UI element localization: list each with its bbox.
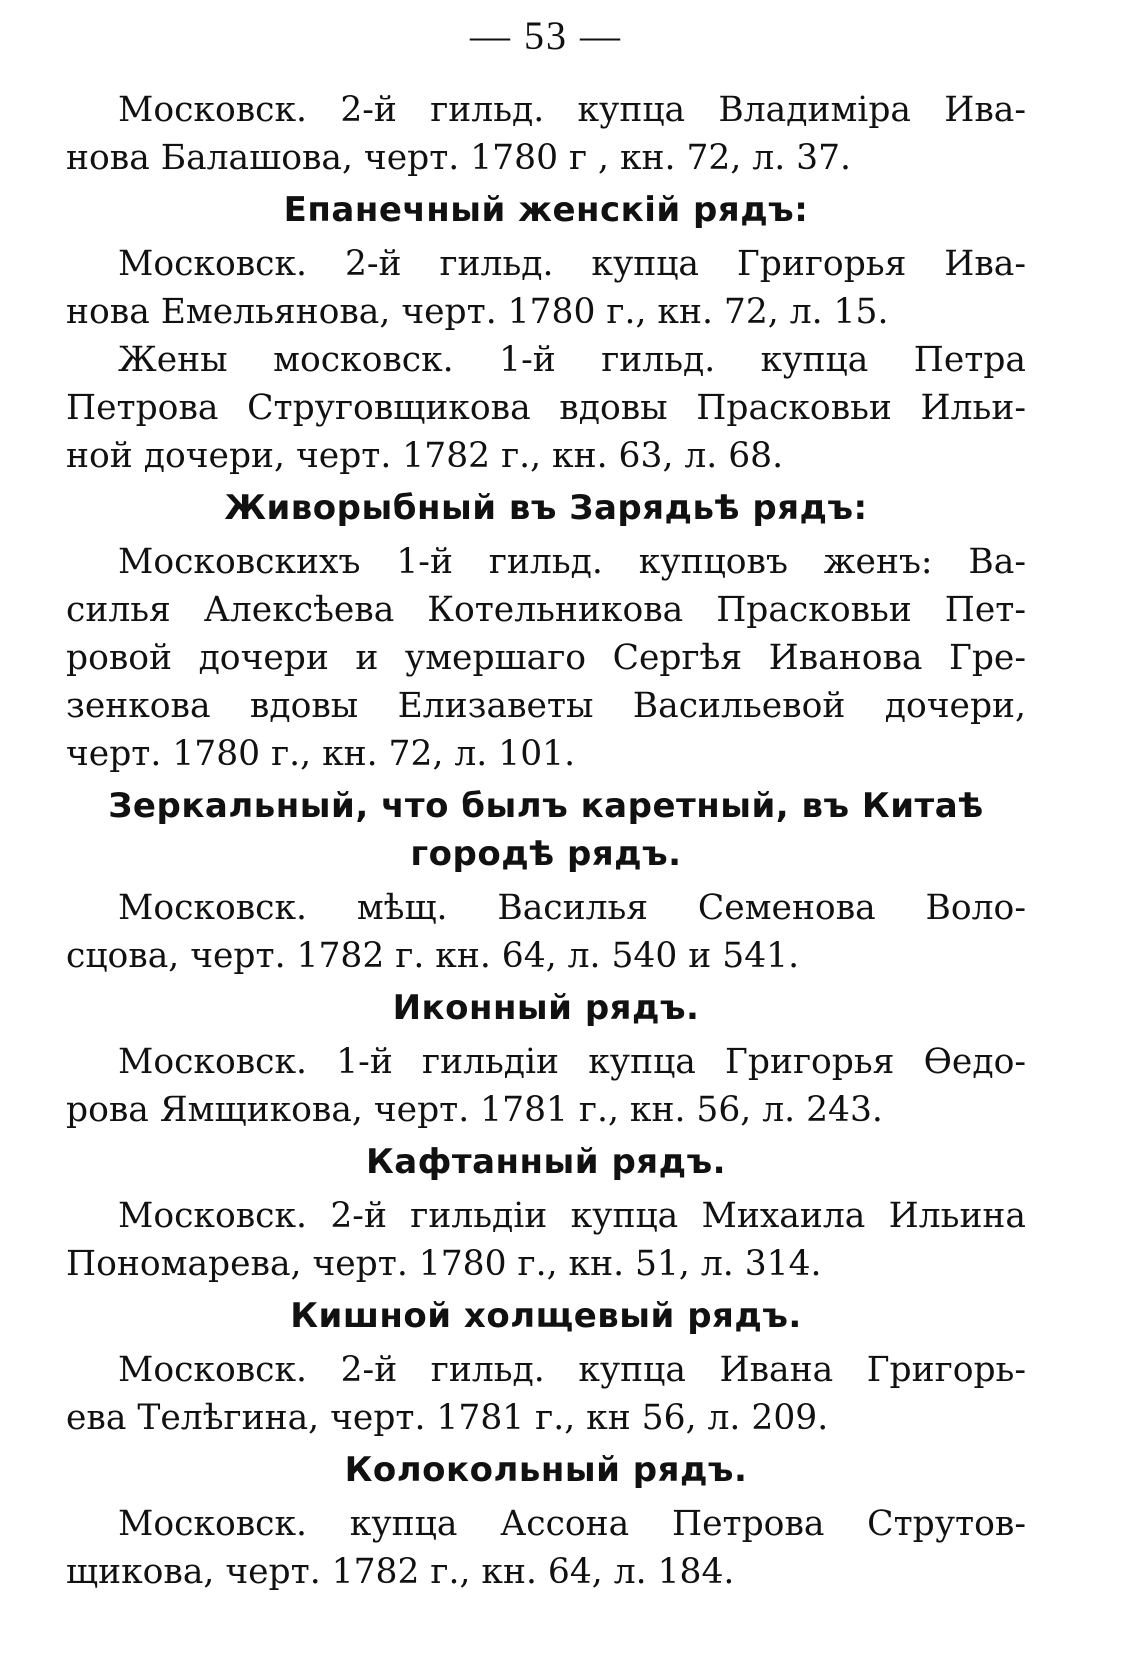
- section-heading: [66, 782, 1026, 878]
- section-heading: [66, 1446, 1026, 1494]
- record-entry: [66, 538, 1026, 778]
- heading-line: Епанечный женскій рядъ:: [283, 190, 809, 230]
- text-line: Пономарева, черт. 1780 г., кн. 51, л. 314.: [66, 1244, 822, 1284]
- record-entry: [66, 1192, 1026, 1288]
- text-line: рова Ямщикова, черт. 1781 г., кн. 56, л. 243.: [66, 1090, 883, 1130]
- section: [66, 1292, 1026, 1442]
- text-line: Московскихъ 1-й гильд. купцовъ женъ: Ва-: [118, 542, 1026, 582]
- heading-line: Иконный рядъ.: [392, 988, 700, 1028]
- section: [66, 484, 1026, 778]
- section: [66, 984, 1026, 1134]
- heading-line: Кишной холщевый рядъ.: [290, 1296, 802, 1336]
- heading-line: Живорыбный въ Зарядьѣ рядъ:: [224, 488, 868, 528]
- text-line: ровой дочери и умершаго Сергѣя Иванова Гре-: [66, 638, 1026, 678]
- section-heading: [66, 1138, 1026, 1186]
- section: [66, 1138, 1026, 1288]
- text-line: Московск. 2-й гильд. купца Ивана Григорь-: [118, 1350, 1026, 1390]
- record-entry: [66, 336, 1026, 480]
- text-line: Московск. 2-й гильд. купца Владиміра Ива-: [118, 90, 1026, 130]
- text-line: Московск. купца Ассона Петрова Струтов-: [118, 1504, 1026, 1544]
- text-line: Московск. 1-й гильдіи купца Григорья Ѳедо-: [118, 1042, 1026, 1082]
- text-line: Московск. мѣщ. Василья Семенова Воло-: [118, 888, 1026, 928]
- section-heading: [66, 1292, 1026, 1340]
- book-page: [66, 0, 1026, 1680]
- section-heading: [66, 984, 1026, 1032]
- text-line: черт. 1780 г., кн. 72, л. 101.: [66, 734, 576, 774]
- text-line: щикова, черт. 1782 г., кн. 64, л. 184.: [66, 1552, 735, 1592]
- section-heading: [66, 186, 1026, 234]
- record-entry: [66, 1038, 1026, 1134]
- section-heading: [66, 484, 1026, 532]
- record-entry: [66, 240, 1026, 336]
- heading-line: Кафтанный рядъ.: [365, 1142, 727, 1182]
- section: [66, 86, 1026, 182]
- text-line: Московск. 2-й гильдіи купца Михаила Ильина: [118, 1196, 1026, 1236]
- section: [66, 1446, 1026, 1596]
- text-line: силья Алексѣева Котельникова Прасковьи Пет-: [66, 590, 1026, 630]
- section: [66, 186, 1026, 480]
- heading-line: Зеркальный, что былъ каретный, въ Китаѣ: [108, 786, 984, 826]
- text-line: ной дочери, черт. 1782 г., кн. 63, л. 68.: [66, 436, 784, 476]
- text-line: зенкова вдовы Елизаветы Васильевой дочери,: [66, 686, 1026, 726]
- text-line: ева Телѣгина, черт. 1781 г., кн 56, л. 209.: [66, 1398, 829, 1438]
- text-line: сцова, черт. 1782 г. кн. 64, л. 540 и 541.: [66, 936, 800, 976]
- text-line: нова Емельянова, черт. 1780 г., кн. 72, л. 15.: [66, 292, 889, 332]
- heading-line: Колокольный рядъ.: [344, 1450, 748, 1490]
- text-line: нова Балашова, черт. 1780 г , кн. 72, л. 37.: [66, 138, 852, 178]
- record-entry: [66, 884, 1026, 980]
- text-line: Московск. 2-й гильд. купца Григорья Ива-: [118, 244, 1026, 284]
- page-number: — 53 —: [470, 13, 622, 58]
- text-line: Жены московск. 1-й гильд. купца Петра: [118, 340, 1026, 380]
- section: [66, 782, 1026, 980]
- page-body: [66, 86, 1026, 1596]
- heading-line: городѣ рядъ.: [410, 834, 682, 874]
- record-entry: [66, 1500, 1026, 1596]
- record-entry: [66, 86, 1026, 182]
- record-entry: [66, 1346, 1026, 1442]
- text-line: Петрова Струговщикова вдовы Прасковьи Ильи-: [66, 388, 1026, 428]
